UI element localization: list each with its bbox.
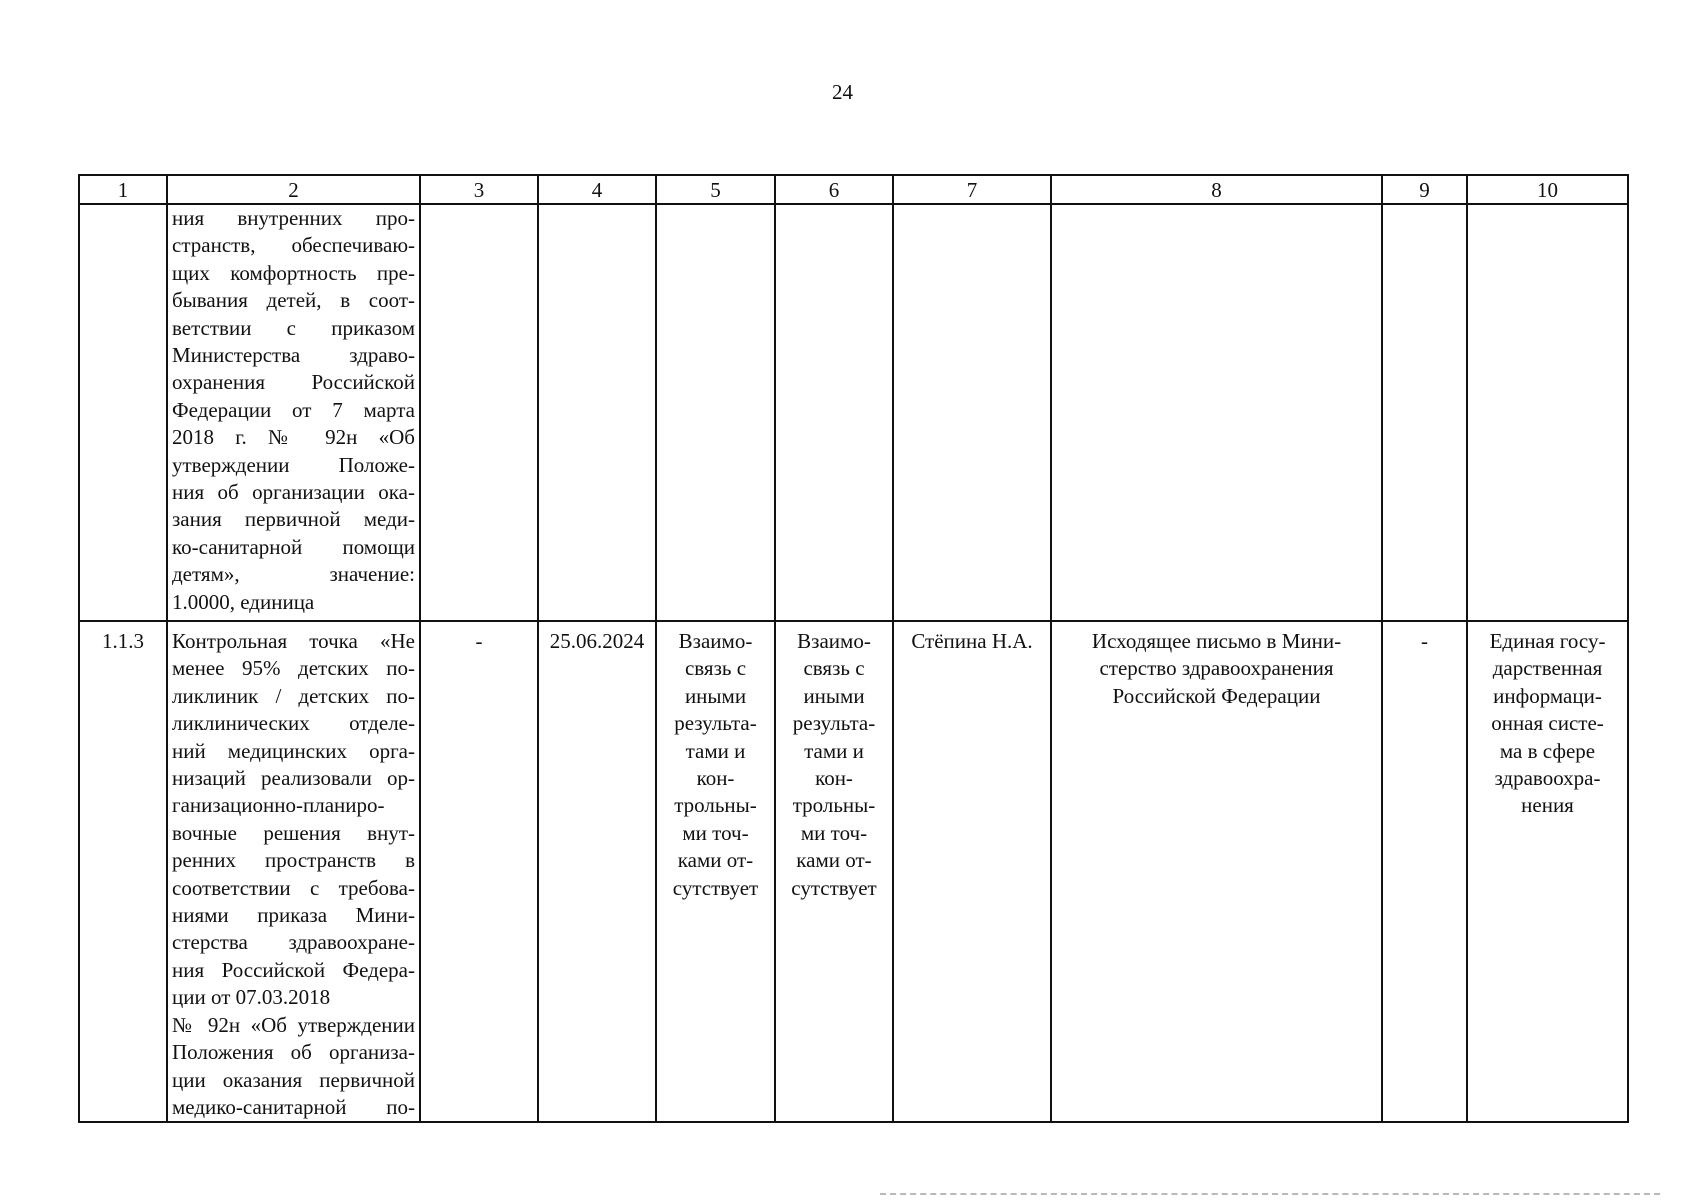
table-row-continuation bbox=[79, 204, 1628, 621]
text-line: ганизационно-планиро- bbox=[172, 793, 385, 818]
text-line: ниями приказа Мини- bbox=[172, 903, 415, 928]
text-line: кон- bbox=[815, 766, 853, 791]
page-number: 24 bbox=[832, 80, 853, 104]
text-line: ками от- bbox=[677, 848, 754, 873]
document-table bbox=[78, 174, 1629, 1123]
column-header: 7 bbox=[893, 175, 1051, 204]
text-line: тами и bbox=[685, 738, 746, 763]
column-header: 1 bbox=[79, 175, 167, 204]
table-header-row bbox=[79, 175, 1628, 204]
text-line: Взаимо- bbox=[797, 629, 871, 653]
text-line: Единая госу- bbox=[1489, 629, 1606, 653]
text-line: результа- bbox=[674, 711, 757, 736]
text-line: зания первичной меди- bbox=[172, 507, 415, 532]
text-line: тами и bbox=[804, 738, 864, 763]
table-row-1-1-3 bbox=[79, 621, 1628, 1122]
table-cell-relation bbox=[775, 621, 893, 1122]
text-line: онная систе- bbox=[1491, 711, 1604, 736]
text-line: здравоохра- bbox=[1494, 766, 1601, 791]
column-header: 3 bbox=[420, 175, 538, 204]
text-line: ветствии с приказом bbox=[172, 315, 415, 340]
text-line: Контрольная точка «Не bbox=[172, 629, 415, 653]
text-line: щих комфортность пре- bbox=[172, 260, 415, 285]
text-line: нения bbox=[1521, 793, 1574, 818]
column-header: 9 bbox=[1382, 175, 1467, 204]
scan-artifact-line bbox=[880, 1193, 1660, 1197]
text-line: детям», значение: bbox=[172, 562, 415, 587]
text-line: связь с bbox=[803, 656, 865, 681]
table-cell bbox=[656, 204, 775, 621]
text-line: сутствует bbox=[672, 875, 759, 900]
text-line: 2018 г. № 92н «Об bbox=[172, 425, 415, 450]
text-line: низаций реализовали ор- bbox=[172, 766, 415, 791]
table-cell-description bbox=[167, 204, 420, 621]
column-header: 8 bbox=[1051, 175, 1382, 204]
text-line: стерство здравоохранения bbox=[1099, 656, 1334, 681]
table-cell bbox=[538, 204, 656, 621]
text-line: дарственная bbox=[1492, 656, 1603, 681]
text-line: охранения Российской bbox=[172, 370, 415, 395]
text-line: ний медицинских орга- bbox=[172, 738, 415, 763]
text-line: ма в сфере bbox=[1499, 738, 1596, 763]
text-line: ми точ- bbox=[800, 820, 868, 845]
text-line: трольны- bbox=[792, 793, 876, 818]
column-header: 5 bbox=[656, 175, 775, 204]
text-line: № 92н «Об утверждении bbox=[172, 1012, 415, 1037]
text-line: Положения об организа- bbox=[172, 1040, 415, 1065]
text-line: ния об организации ока- bbox=[172, 480, 415, 505]
column-header: 10 bbox=[1467, 175, 1628, 204]
text-line: стерства здравоохране- bbox=[172, 930, 415, 955]
table-cell-document bbox=[1051, 621, 1382, 1122]
text-line: медико-санитарной по- bbox=[172, 1094, 415, 1119]
text-line: бывания детей, в соот- bbox=[172, 288, 415, 313]
column-header: 6 bbox=[775, 175, 893, 204]
text-line: ми точ- bbox=[682, 820, 749, 845]
text-line: ния внутренних про- bbox=[172, 206, 415, 230]
table-cell bbox=[1051, 204, 1382, 621]
table-cell-date: 25.06.2024 bbox=[538, 621, 656, 1122]
text-line: 1.0000, единица bbox=[172, 589, 315, 614]
row-number: 1.1.3 bbox=[79, 621, 167, 1122]
text-line: ренних пространств в bbox=[172, 848, 415, 873]
table-cell bbox=[420, 204, 538, 621]
text-line: ции оказания первичной bbox=[172, 1067, 415, 1092]
table-cell-dash: - bbox=[1382, 621, 1467, 1122]
table-cell-dash: - bbox=[420, 621, 538, 1122]
text-line: утверждении Положе- bbox=[172, 452, 415, 477]
text-line: трольны- bbox=[674, 793, 757, 818]
text-line: Министерства здраво- bbox=[172, 343, 415, 368]
text-line: информаци- bbox=[1493, 683, 1602, 708]
text-line: связь с bbox=[684, 656, 747, 681]
text-line: сутствует bbox=[791, 875, 877, 900]
text-line: ликлинических отделе- bbox=[172, 711, 415, 736]
column-header: 2 bbox=[167, 175, 420, 204]
text-line: странств, обеспечиваю- bbox=[172, 233, 415, 258]
text-line: иными bbox=[803, 683, 865, 708]
text-line: иными bbox=[684, 683, 747, 708]
text-line: результа- bbox=[792, 711, 876, 736]
table-cell-description bbox=[167, 621, 420, 1122]
column-header: 4 bbox=[538, 175, 656, 204]
text-line: вочные решения внут- bbox=[172, 820, 415, 845]
text-line: соответствии с требова- bbox=[172, 875, 415, 900]
table-cell bbox=[775, 204, 893, 621]
text-line: ния Российской Федера- bbox=[172, 957, 415, 982]
text-line: Российской Федерации bbox=[1112, 683, 1321, 708]
text-line: ками от- bbox=[796, 848, 872, 873]
table-cell-system bbox=[1467, 621, 1628, 1122]
table-cell bbox=[893, 204, 1051, 621]
table-cell bbox=[1467, 204, 1628, 621]
text-line: ко-санитарной помощи bbox=[172, 534, 415, 559]
table-cell bbox=[79, 204, 167, 621]
text-line: Взаимо- bbox=[678, 629, 753, 653]
text-line: менее 95% детских по- bbox=[172, 656, 415, 681]
text-line: кон- bbox=[696, 766, 735, 791]
text-line: Федерации от 7 марта bbox=[172, 397, 415, 422]
text-line: ликлиник / детских по- bbox=[172, 683, 415, 708]
table-cell-relation bbox=[656, 621, 775, 1122]
text-line: Исходящее письмо в Мини- bbox=[1091, 629, 1342, 653]
table-cell bbox=[1382, 204, 1467, 621]
text-line: ции от 07.03.2018 bbox=[172, 985, 331, 1010]
table-cell-responsible: Стёпина Н.А. bbox=[893, 621, 1051, 1122]
